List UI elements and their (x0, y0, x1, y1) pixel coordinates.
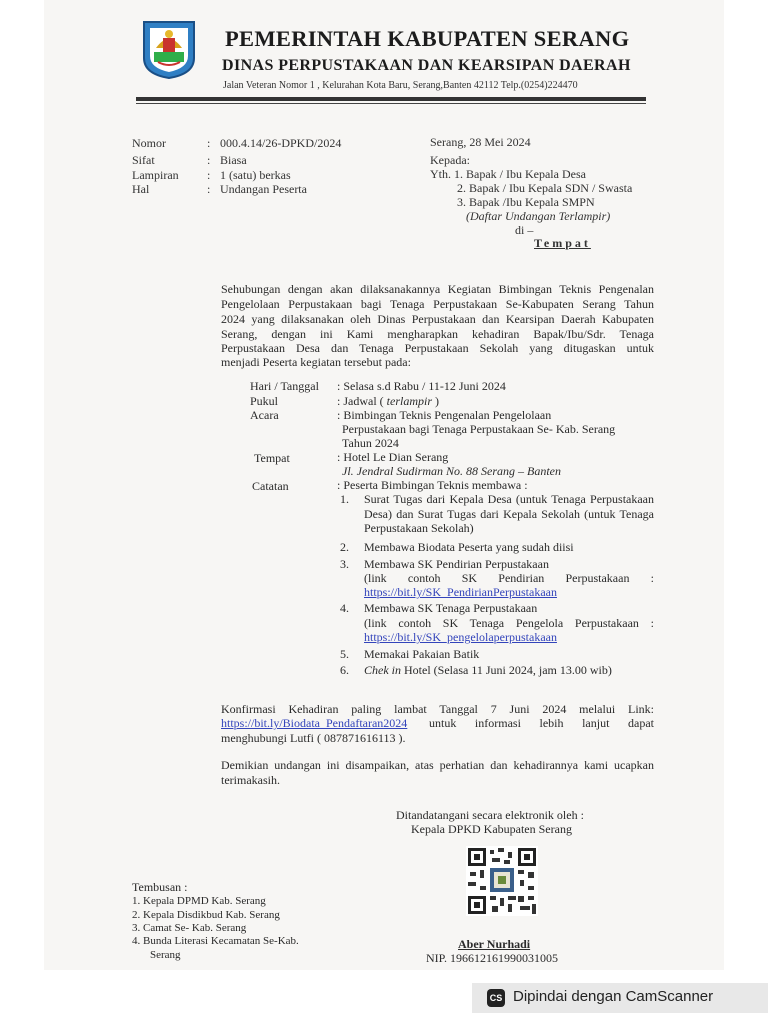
nomor-value: 000.4.14/26-DPKD/2024 (220, 136, 342, 150)
header-title: PEMERINTAH KABUPATEN SERANG (225, 26, 630, 51)
tembusan-item: 1. Kepala DPMD Kab. Serang (132, 895, 266, 907)
pukul-value: : Jadwal ( terlampir ) (337, 394, 439, 408)
note-text: Chek in Hotel (Selasa 11 Juni 2024, jam 13.00 wib) (364, 663, 612, 677)
note-text: (link contoh SK Tenaga Pengelola Perpustakaan : (364, 616, 654, 630)
recipient-di: di – (515, 223, 534, 237)
intro-line: Pengelolaan Perpustakaan bagi Tenaga Perpustakaan Se-Kabupaten Serang Tahun (221, 297, 654, 311)
note-text: Perpustakaan Sekolah) (364, 521, 474, 535)
tembusan-title: Tembusan : (132, 880, 188, 894)
hal-label: Hal (132, 182, 150, 196)
note-text: Memakai Pakaian Batik (364, 647, 480, 661)
header-rule-thin (136, 103, 646, 104)
kepada-label: Kepada: (430, 153, 470, 167)
acara-value-1: : Bimbingan Teknis Pengenalan Pengelolaan (337, 408, 552, 422)
tembusan-item: 2. Kepala Disdikbud Kab. Serang (132, 909, 280, 921)
intro-line: menjadi Peserta kegiatan tersebut pada: (221, 355, 411, 369)
tempat-value-2: Jl. Jendral Sudirman No. 88 Serang – Banten (342, 464, 561, 478)
closing-line: terimakasih. (221, 773, 280, 787)
confirm-rest: untuk informasi lebih lanjut dapat (429, 716, 654, 730)
note-text: Desa) dan Surat Tugas dari Kepala Sekolah (untuk Tenaga (364, 507, 654, 521)
note-text: Membawa Biodata Peserta yang sudah diisi (364, 540, 574, 554)
sifat-value: Biasa (220, 153, 247, 167)
header-address: Jalan Veteran Nomor 1 , Kelurahan Kota Baru, Serang,Banten 42112 Telp.(0254)224470 (223, 80, 578, 91)
tembusan-item: Serang (150, 949, 181, 961)
signature-line-1: Ditandatangani secara elektronik oleh : (396, 808, 584, 822)
biodata-link[interactable]: https://bit.ly/Biodata_Pendaftaran2024 (221, 716, 408, 730)
note-text: Surat Tugas dari Kepala Desa (untuk Tenaga Perpustakaan (364, 492, 654, 506)
recipient-line-4: (Daftar Undangan Terlampir) (466, 209, 611, 223)
acara-value-3: Tahun 2024 (342, 436, 399, 450)
tempat-value-1: : Hotel Le Dian Serang (337, 450, 449, 464)
intro-line: Sehubungan dengan akan dilaksanakannya Kegiatan Bimbingan Teknis Pengenalan (221, 282, 654, 296)
camscanner-label: Dipindai dengan CamScanner (513, 988, 714, 1005)
recipient-line-1: Yth. 1. Bapak / Ibu Kepala Desa (430, 167, 586, 181)
hal-value: Undangan Peserta (220, 182, 307, 196)
qr-code-icon (466, 846, 538, 916)
tembusan-item: 3. Camat Se- Kab. Serang (132, 922, 247, 934)
closing-line: Demikian undangan ini disampaikan, atas perhatian dan kehadirannya kami ucapkan (221, 758, 654, 772)
acara-value-2: Perpustakaan bagi Tenaga Perpustakaan Se- Kab. Serang (342, 422, 616, 436)
confirm-line: Konfirmasi Kehadiran paling lambat Tanggal 7 Juni 2024 melalui Link: (221, 702, 654, 716)
recipient-tempat: Tempat (534, 236, 591, 250)
header-subtitle: DINAS PERPUSTAKAAN DAN KEARSIPAN DAERAH (222, 57, 631, 74)
catatan-intro: : Peserta Bimbingan Teknis membawa : (337, 478, 528, 492)
tempat-label: Tempat (254, 451, 290, 465)
pukul-label: Pukul (250, 394, 279, 408)
colon: : (207, 182, 211, 196)
note-number: 6. (340, 663, 349, 677)
sk-pendirian-link[interactable]: https://bit.ly/SK_PendirianPerpustakaan (364, 585, 557, 599)
sk-pengelola-link[interactable]: https://bit.ly/SK_pengelolaperpustakaan (364, 630, 557, 644)
intro-line: Serang, dengan ini Kami mengharapkan kehadiran Bapak/Ibu/Sdr. Tenaga (221, 327, 654, 341)
signer-name: Aber Nurhadi (458, 937, 531, 951)
lampiran-value: 1 (satu) berkas (220, 168, 291, 182)
signer-nip: NIP. 196612161990031005 (426, 951, 559, 965)
note-text: Membawa SK Pendirian Perpustakaan (364, 557, 549, 571)
note-number: 1. (340, 492, 349, 506)
signature-line-2: Kepala DPKD Kabupaten Serang (411, 822, 572, 836)
note-number: 2. (340, 540, 349, 554)
regency-emblem-icon (138, 18, 200, 80)
recipient-line-2: 2. Bapak / Ibu Kepala SDN / Swasta (457, 181, 633, 195)
letter-date: Serang, 28 Mei 2024 (430, 135, 531, 149)
intro-line: Perpustakaan Desa dan Tenaga Perpustakaan Sekolah yang ditugaskan untuk (221, 341, 654, 355)
note-number: 3. (340, 557, 349, 571)
colon: : (207, 153, 211, 167)
hari-label: Hari / Tanggal (250, 379, 319, 393)
camscanner-logo-icon: CS (487, 989, 505, 1007)
confirm-line: menghubungi Lutfi ( 087871616113 ). (221, 731, 406, 745)
hari-value: : Selasa s.d Rabu / 11-12 Juni 2024 (337, 379, 506, 393)
colon: : (207, 136, 211, 150)
header-rule-thick (136, 97, 646, 101)
note-text: Membawa SK Tenaga Perpustakaan (364, 601, 538, 615)
nomor-label: Nomor (132, 136, 166, 150)
note-text: (link contoh SK Pendirian Perpustakaan : (364, 571, 654, 585)
tembusan-item: 4. Bunda Literasi Kecamatan Se-Kab. (132, 935, 299, 947)
catatan-label: Catatan (252, 479, 289, 493)
confirm-line (221, 716, 654, 731)
colon: : (207, 168, 211, 182)
sifat-label: Sifat (132, 153, 155, 167)
acara-label: Acara (250, 408, 279, 422)
note-number: 4. (340, 601, 349, 615)
note-number: 5. (340, 647, 349, 661)
intro-line: 2024 yang dilaksanakan oleh Dinas Perpustakaan dan Kearsipan Daerah Kabupaten (221, 312, 654, 326)
lampiran-label: Lampiran (132, 168, 179, 182)
recipient-line-3: 3. Bapak /Ibu Kepala SMPN (457, 195, 595, 209)
